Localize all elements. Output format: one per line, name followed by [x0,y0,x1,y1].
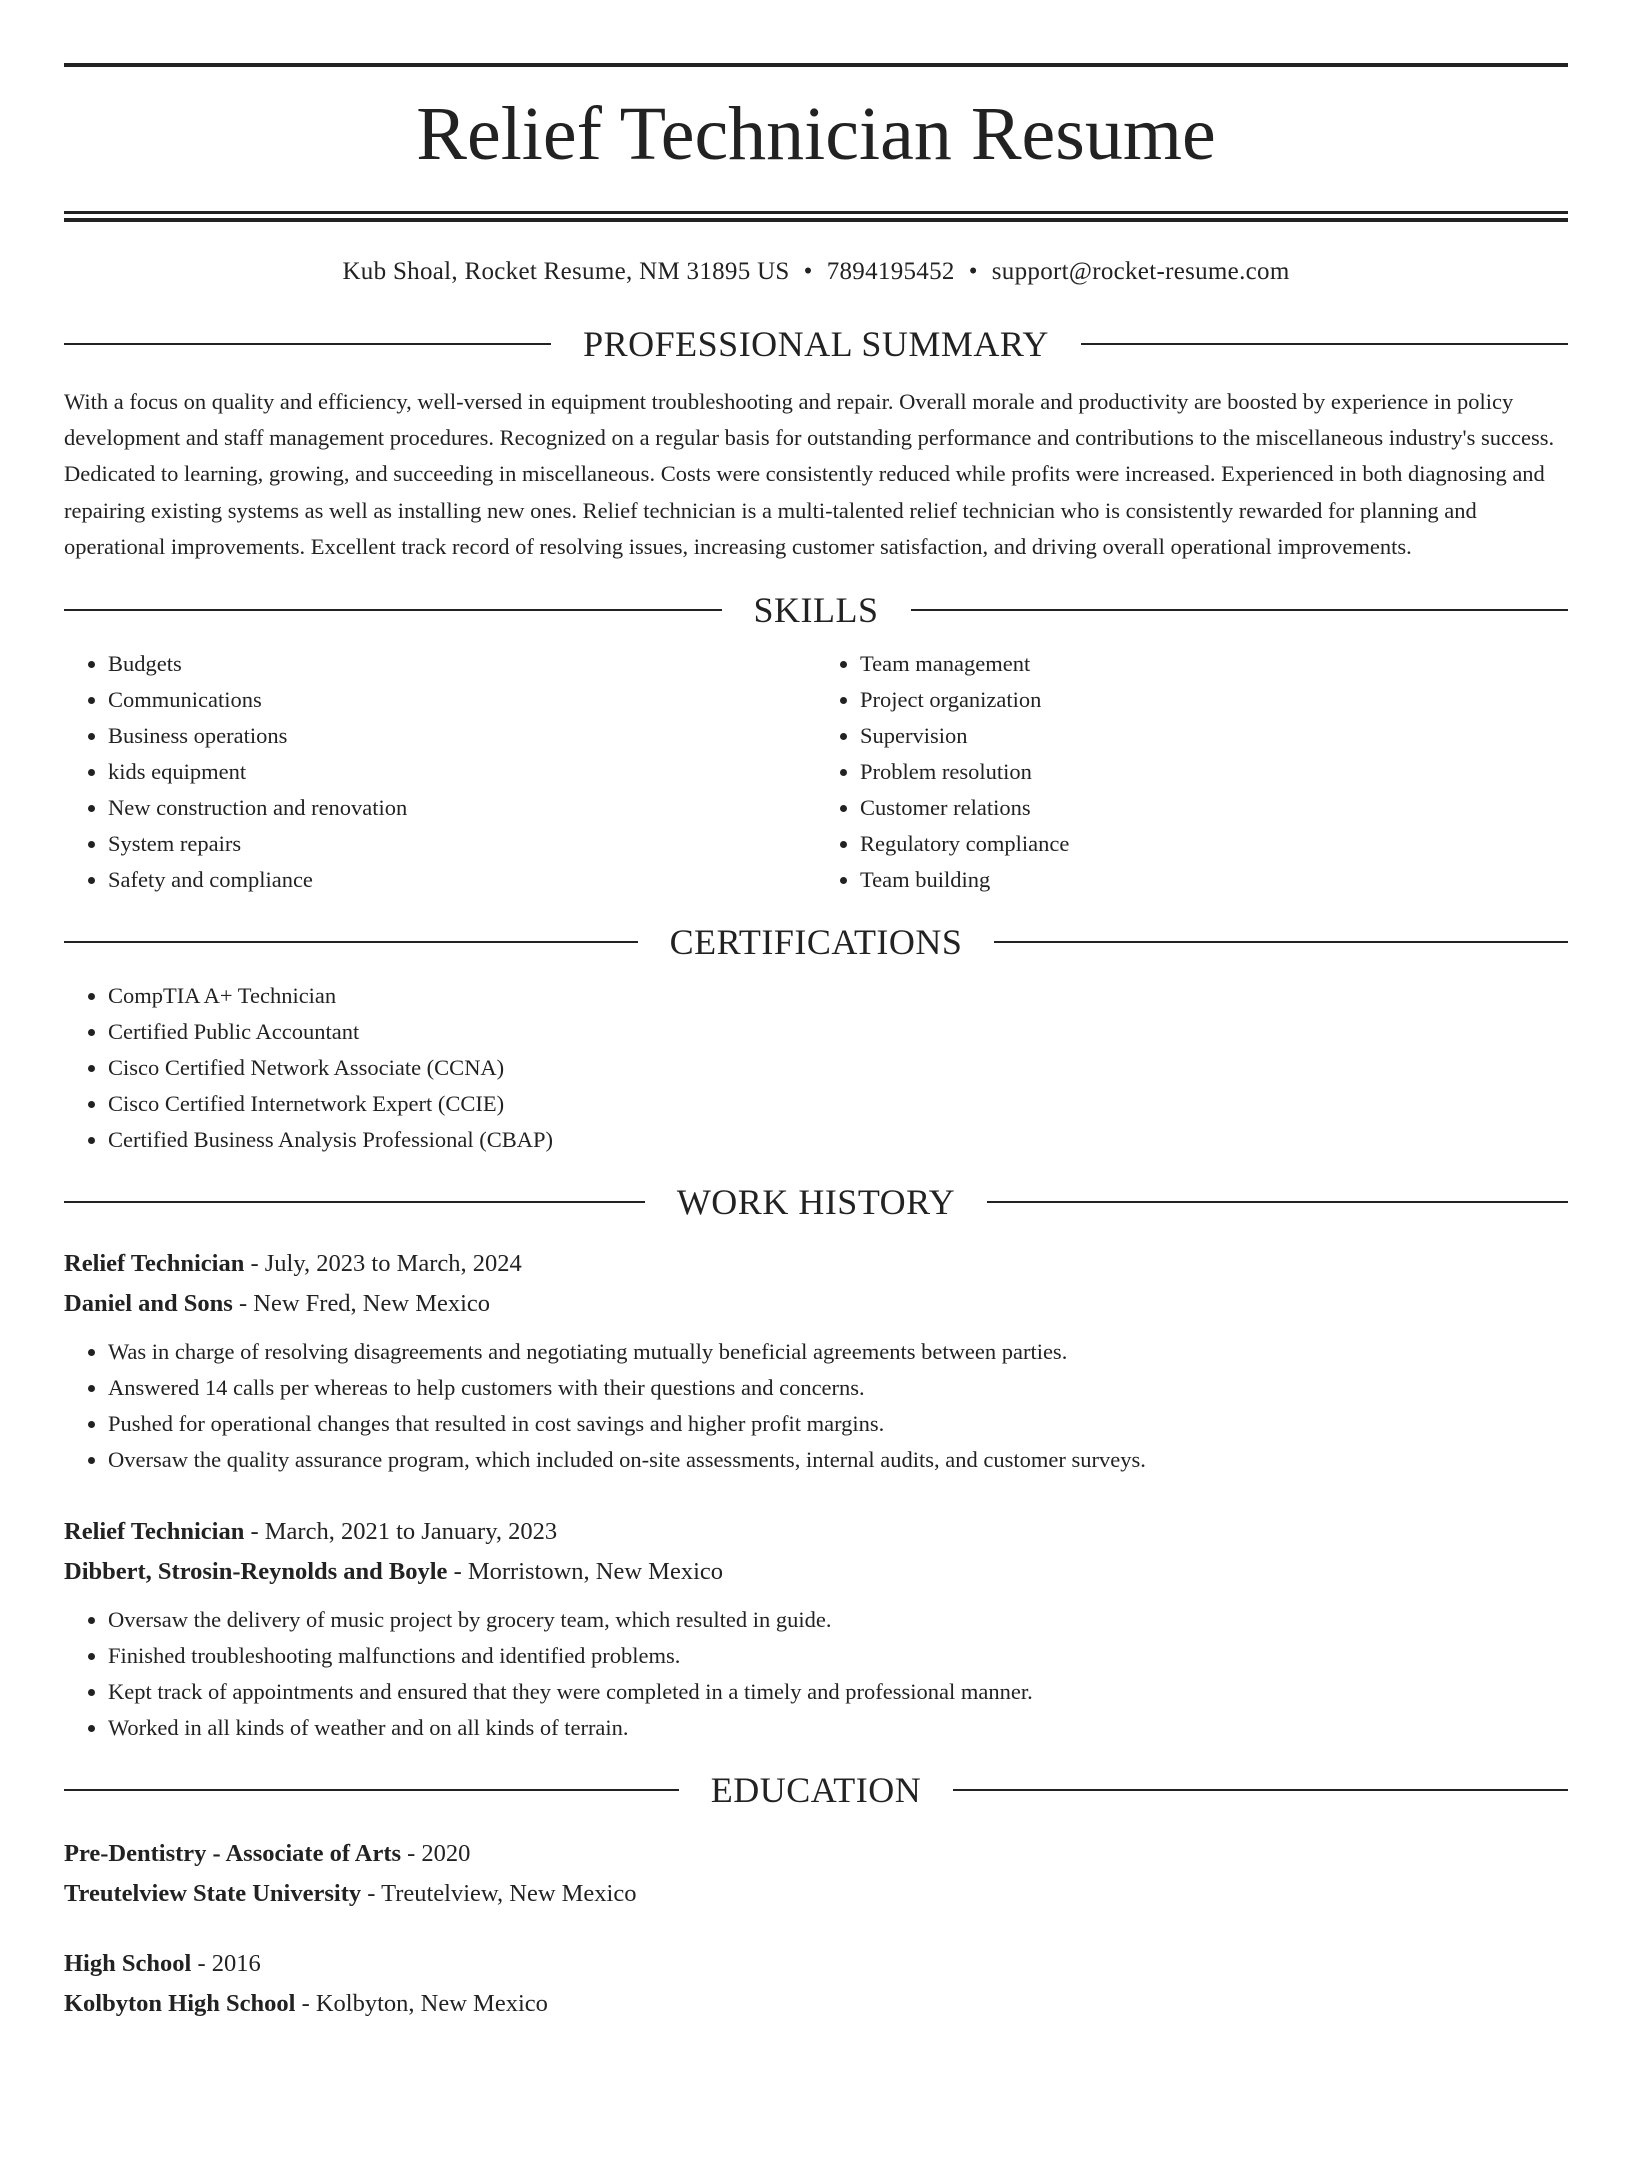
resume-page [0,63,1632,2175]
section-heading-summary [64,322,1568,366]
education-year: - 2020 [401,1839,471,1867]
heading-rule [994,941,1568,943]
education-degree: High School [64,1949,192,1977]
skill-item: • System repairs [108,826,816,862]
skill-item: • kids equipment [108,754,816,790]
education-school-line [64,1874,1568,1914]
skill-item: • Supervision [860,718,1568,754]
skill-item: • Safety and compliance [108,862,816,898]
contact-separator: • [803,258,813,285]
certification-item: • Certified Business Analysis Professional (CBAP) [108,1122,1568,1158]
education-degree: Pre-Dentistry - Associate of Arts [64,1839,402,1867]
skill-item: • Project organization [860,682,1568,718]
skill-item: • Budgets [108,646,816,682]
contact-email: support@rocket-resume.com [991,258,1290,285]
job-duty-item: • Oversaw the delivery of music project by grocery team, which resulted in guide. [108,1602,1568,1638]
job-title-line [64,1512,1568,1552]
job-title-line [64,1244,1568,1284]
heading-rule [64,941,638,943]
job-title: Relief Technician [64,1517,245,1545]
heading-rule [987,1201,1568,1203]
job-duty-item: • Worked in all kinds of weather and on all kinds of terrain. [108,1710,1568,1746]
education-heading: EDUCATION [710,1769,922,1810]
resume-title: Relief Technician Resume [416,92,1216,176]
job-company: Dibbert, Strosin-Reynolds and Boyle [64,1557,448,1585]
job-dates: - July, 2023 to March, 2024 [244,1249,522,1277]
education-school: Treutelview State University [64,1879,362,1907]
job-entry [64,1244,1568,1478]
work-history-heading: WORK HISTORY [676,1181,956,1222]
job-duty-item: • Finished troubleshooting malfunctions and identified problems. [108,1638,1568,1674]
skill-item: • Regulatory compliance [860,826,1568,862]
contact-line [64,258,1568,288]
skills-list-left [64,646,816,898]
education-school-line [64,1984,1568,2024]
skill-item: • Communications [108,682,816,718]
skills-heading: SKILLS [753,589,879,630]
education-year: - 2016 [191,1949,261,1977]
contact-address: Kub Shoal, Rocket Resume, NM 31895 US [342,258,790,285]
heading-rule [64,1201,645,1203]
job-duties-list [64,1602,1568,1746]
certification-item: • Certified Public Accountant [108,1014,1568,1050]
job-duties-list [64,1334,1568,1478]
education-school: Kolbyton High School [64,1989,296,2017]
education-location: - Kolbyton, New Mexico [295,1989,548,2017]
certifications-heading: CERTIFICATIONS [669,921,963,962]
section-heading-work-history [64,1180,1568,1224]
job-duty-item: • Answered 14 calls per whereas to help customers with their questions and concerns. [108,1370,1568,1406]
contact-separator: • [968,258,978,285]
heading-rule [64,1789,679,1791]
job-location: - New Fred, New Mexico [232,1289,491,1317]
skill-item: • Team management [860,646,1568,682]
job-dates: - March, 2021 to January, 2023 [244,1517,558,1545]
heading-rule [1081,343,1568,345]
heading-rule [64,343,551,345]
job-company-line [64,1284,1568,1324]
title-double-rule [64,211,1568,222]
job-duty-item: • Oversaw the quality assurance program, which included on-site assessments, internal audits, and customer surveys. [108,1442,1568,1478]
education-location: - Treutelview, New Mexico [361,1879,637,1907]
heading-rule [64,609,722,611]
skill-item: • Team building [860,862,1568,898]
certification-item: • CompTIA A+ Technician [108,978,1568,1014]
skills-grid [64,646,1568,898]
section-heading-education [64,1768,1568,1812]
job-duty-item: • Pushed for operational changes that resulted in cost savings and higher profit margins. [108,1406,1568,1442]
skills-list-right [816,646,1568,898]
skill-item: • Problem resolution [860,754,1568,790]
job-company-line [64,1552,1568,1592]
heading-rule [953,1789,1568,1791]
job-duty-item: • Kept track of appointments and ensured that they were completed in a timely and professional manner. [108,1674,1568,1710]
section-heading-certifications [64,920,1568,964]
education-entry [64,1834,1568,1914]
job-duty-item: • Was in charge of resolving disagreements and negotiating mutually beneficial agreements between parties. [108,1334,1568,1370]
education-degree-line [64,1944,1568,1984]
skill-item: • Business operations [108,718,816,754]
summary-heading: PROFESSIONAL SUMMARY [583,324,1049,364]
skill-item: • Customer relations [860,790,1568,826]
education-entry [64,1944,1568,2024]
certification-item: • Cisco Certified Network Associate (CCNA) [108,1050,1568,1086]
education-degree-line [64,1834,1568,1874]
certification-item: • Cisco Certified Internetwork Expert (CCIE) [108,1086,1568,1122]
section-heading-skills [64,588,1568,632]
job-company: Daniel and Sons [64,1289,233,1317]
job-location: - Morristown, New Mexico [447,1557,724,1585]
heading-rule [911,609,1569,611]
job-entry [64,1512,1568,1746]
skill-item: • New construction and renovation [108,790,816,826]
contact-phone: 7894195452 [826,258,955,285]
job-title: Relief Technician [64,1249,245,1277]
certifications-list [64,978,1568,1158]
summary-text: With a focus on quality and efficiency, well-versed in equipment troubleshooting and repair. Overall morale and productivity are boosted by experience in policy development and staff management procedures. Recognized on a regular basis for outstanding performance and contributions to the miscellaneous industry's success. Dedicated to learning, growing, and succeeding in miscellaneous. Costs were consistently reduced while profits were increased. Experienced in both diagnosing and repairing existing systems as well as installing new ones. Relief technician is a multi-talented relief technician who is consistently rewarded for planning and operational improvements. Excellent track record of resolving issues, increasing customer satisfaction, and driving overall operational improvements. [64,389,1555,559]
